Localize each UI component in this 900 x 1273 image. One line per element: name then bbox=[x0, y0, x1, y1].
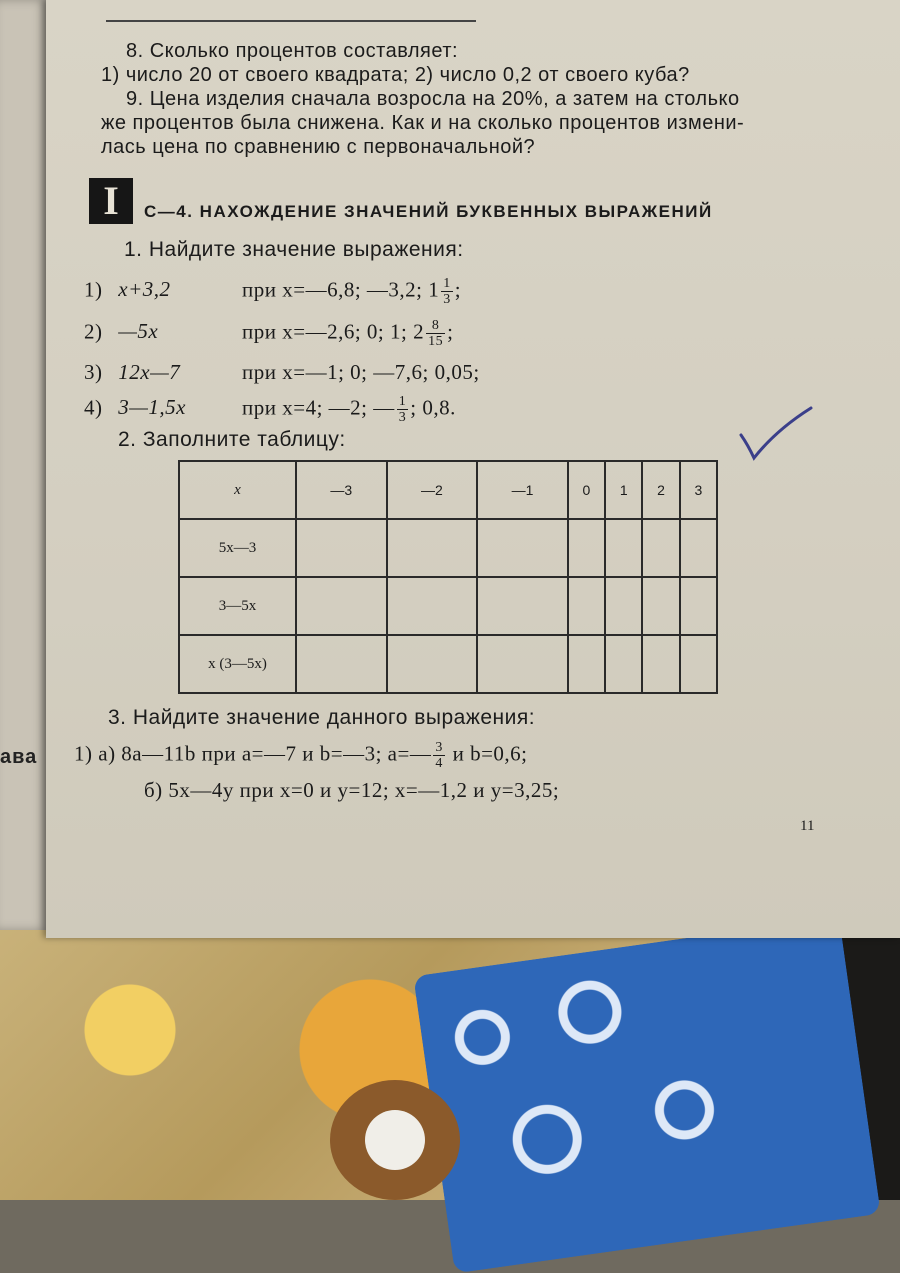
table-row bbox=[179, 577, 717, 635]
table-cell bbox=[477, 635, 568, 693]
textbook-page bbox=[46, 0, 900, 938]
table-cell bbox=[642, 519, 679, 577]
table-cell bbox=[568, 635, 605, 693]
item-tail: ; bbox=[454, 277, 462, 302]
table-x-value: 3 bbox=[680, 461, 717, 519]
table-cell bbox=[605, 519, 642, 577]
task-1-item-3 bbox=[84, 360, 480, 385]
table-row-label: 5x—3 bbox=[179, 519, 296, 577]
item-number: 1) bbox=[84, 277, 103, 302]
task-3-item-a bbox=[74, 740, 528, 771]
item-number: 3) bbox=[84, 360, 103, 384]
table-cell bbox=[680, 635, 717, 693]
item-a-text: 1) а) 8a—11b при a=—7 и b=—3; a=— bbox=[74, 741, 432, 766]
table-cell bbox=[642, 577, 679, 635]
handwritten-checkmark-icon bbox=[736, 390, 866, 470]
item-condition: при x=4; —2; — bbox=[242, 395, 395, 420]
table-cell bbox=[568, 519, 605, 577]
problem-8-line-1: 8. Сколько процентов составляет: bbox=[126, 40, 459, 62]
table-x-value: 0 bbox=[568, 461, 605, 519]
table-cell bbox=[477, 519, 568, 577]
table-cell bbox=[296, 635, 387, 693]
task-1-item-4 bbox=[84, 394, 456, 425]
task-3-item-b: б) 5x—4y при x=0 и y=12; x=—1,2 и y=3,25; bbox=[144, 778, 560, 802]
table-row-label: 3—5x bbox=[179, 577, 296, 635]
table-cell bbox=[680, 577, 717, 635]
section-roman: I bbox=[103, 178, 119, 223]
item-expression: x+3,2 bbox=[118, 277, 171, 302]
item-a-tail: и b=0,6; bbox=[452, 741, 528, 766]
table-x-value: —2 bbox=[387, 461, 478, 519]
task-2-heading: 2. Заполните таблицу: bbox=[118, 428, 346, 451]
table-x-value: 2 bbox=[642, 461, 679, 519]
item-expression: —5x bbox=[118, 319, 159, 344]
problem-9-line-2: же процентов была снижена. Как и на сколько процентов измени- bbox=[101, 112, 745, 134]
item-expression: 12x—7 bbox=[118, 360, 181, 384]
values-table bbox=[178, 460, 718, 694]
flower-pattern bbox=[330, 1080, 460, 1200]
item-number: 4) bbox=[84, 395, 103, 420]
fraction: $\frac{8}{15}$ bbox=[428, 318, 444, 349]
table-cell bbox=[642, 635, 679, 693]
task-3-heading: 3. Найдите значение данного выражения: bbox=[108, 706, 536, 729]
task-1-heading: 1. Найдите значение выражения: bbox=[124, 238, 464, 261]
table-cell bbox=[605, 635, 642, 693]
problem-9-line-1: 9. Цена изделия сначала возросла на 20%, а затем на столько bbox=[126, 88, 740, 110]
table-header-x: x bbox=[179, 461, 296, 519]
table-cell bbox=[605, 577, 642, 635]
table-cell bbox=[680, 519, 717, 577]
section-number-box bbox=[89, 178, 133, 224]
fraction: $\frac{1}{3}$ bbox=[443, 276, 451, 307]
blue-patterned-card bbox=[413, 917, 881, 1273]
left-page-fragment: ава bbox=[0, 746, 38, 768]
top-rule bbox=[106, 20, 476, 22]
table-cell bbox=[387, 635, 478, 693]
table-cell bbox=[387, 519, 478, 577]
table-cell bbox=[296, 577, 387, 635]
table-x-value: —3 bbox=[296, 461, 387, 519]
section-title: С—4. НАХОЖДЕНИЕ ЗНАЧЕНИЙ БУКВЕННЫХ ВЫРАЖЕНИЙ bbox=[144, 202, 713, 221]
fraction: $\frac{1}{3}$ bbox=[398, 394, 407, 425]
table-x-value: 1 bbox=[605, 461, 642, 519]
left-page-edge bbox=[0, 0, 48, 930]
table-row bbox=[179, 519, 717, 577]
fraction: $\frac{3}{4}$ bbox=[435, 740, 443, 771]
problem-8-line-2: 1) число 20 от своего квадрата; 2) число 0,2 от своего куба? bbox=[101, 64, 690, 86]
table-row-label: x (3—5x) bbox=[179, 635, 296, 693]
page-number: 11 bbox=[800, 818, 815, 834]
item-condition: при x=—1; 0; —7,6; 0,05; bbox=[242, 360, 480, 384]
task-1-item-1 bbox=[84, 276, 461, 307]
item-condition: при x=—2,6; 0; 1; 2 bbox=[242, 319, 425, 344]
item-tail: ; 0,8. bbox=[410, 395, 456, 420]
task-1-item-2 bbox=[84, 318, 453, 349]
table-cell bbox=[296, 519, 387, 577]
table-header-row bbox=[179, 461, 717, 519]
item-number: 2) bbox=[84, 319, 103, 344]
table-cell bbox=[477, 577, 568, 635]
table-cell bbox=[387, 577, 478, 635]
table-x-value: —1 bbox=[477, 461, 568, 519]
item-expression: 3—1,5x bbox=[118, 395, 186, 420]
problem-9-line-3: лась цена по сравнению с первоначальной? bbox=[101, 136, 536, 158]
table-cell bbox=[568, 577, 605, 635]
item-tail: ; bbox=[447, 319, 454, 344]
item-condition: при x=—6,8; —3,2; 1 bbox=[242, 277, 440, 302]
table-row bbox=[179, 635, 717, 693]
